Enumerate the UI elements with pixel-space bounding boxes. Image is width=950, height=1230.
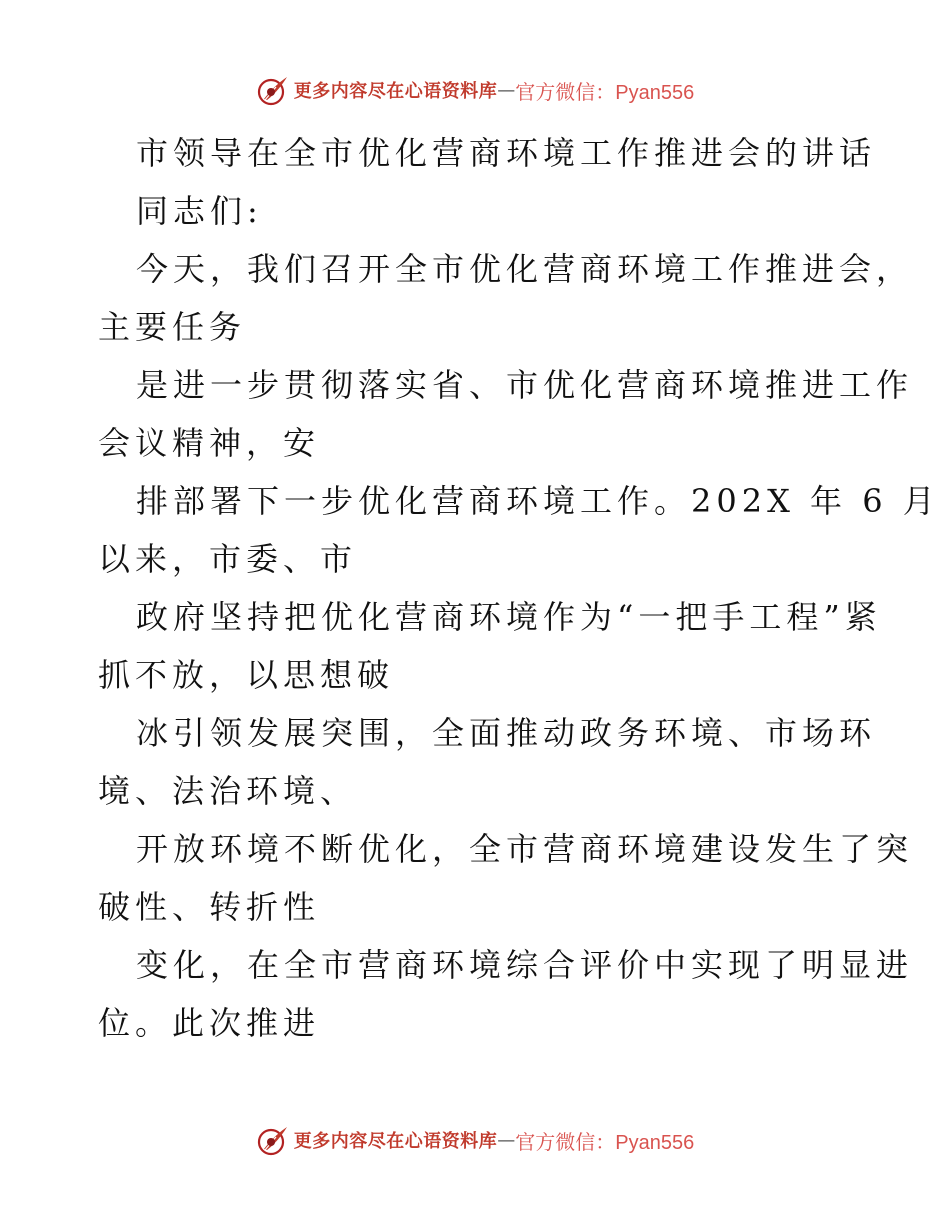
document-body — [98, 124, 940, 1052]
banner-separator: — — [497, 79, 516, 101]
banner-separator: — — [497, 1129, 516, 1151]
feather-pen-icon — [256, 1123, 290, 1157]
banner-account-text: 官方微信：Pyan556 — [515, 1131, 695, 1154]
text-line: 位。此次推进 — [98, 1004, 321, 1042]
text-line: 开放环境不断优化，全市营商环境建设发生了突 — [136, 830, 914, 868]
banner-account-text: 官方微信：Pyan556 — [515, 81, 695, 104]
text-line: 同志们: — [136, 192, 263, 230]
banner-main-text: 更多内容尽在心语资料库 — [293, 81, 498, 102]
text-line: 政府坚持把优化营商环境作为“一把手工程”紧 — [136, 598, 882, 636]
text-line: 冰引领发展突围，全面推动政务环境、市场环 — [136, 714, 877, 752]
text-line: 变化，在全市营商环境综合评价中实现了明显进 — [136, 946, 914, 984]
banner-main-text: 更多内容尽在心语资料库 — [293, 1131, 498, 1152]
text-line: 以来，市委、市 — [98, 540, 358, 578]
header-banner[interactable] — [0, 72, 950, 108]
text-line: 破性、转折性 — [98, 888, 321, 926]
text-line: 是进一步贯彻落实省、市优化营商环境推进工作 — [136, 366, 914, 404]
text-line: 境、法治环境、 — [98, 772, 358, 810]
footer-banner[interactable] — [0, 1122, 950, 1158]
text-line: 会议精神，安 — [98, 424, 321, 462]
text-line: 主要任务 — [98, 308, 247, 346]
text-line: 市领导在全市优化营商环境工作推进会的讲话 — [136, 134, 877, 172]
text-line: 排部署下一步优化营商环境工作。202X 年 6 月 — [136, 482, 940, 520]
text-line: 今天，我们召开全市优化营商环境工作推进会， — [136, 250, 914, 288]
feather-pen-icon — [256, 73, 290, 107]
text-line: 抓不放，以思想破 — [98, 656, 395, 694]
